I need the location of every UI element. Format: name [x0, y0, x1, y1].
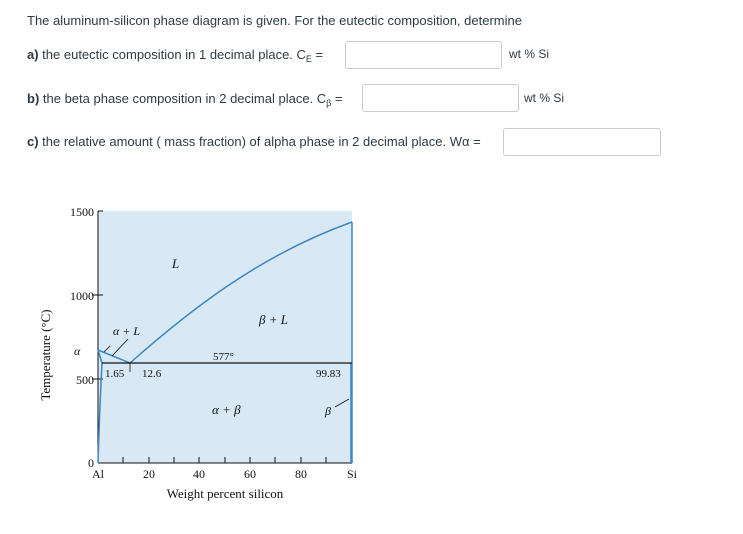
label-alpha-comp: 1.65 [105, 368, 125, 380]
label-beta: β [325, 404, 331, 418]
x-axis-title: Weight percent silicon [166, 486, 284, 501]
question-a-prefix: a) [27, 47, 39, 62]
x-tick-label-al: Al [92, 467, 104, 481]
question-a-unit: wt % Si [509, 47, 550, 61]
question-c-text: the relative amount ( mass fraction) of alpha phase in 2 decimal place. Wα = [38, 134, 481, 149]
label-eutectic-comp: 12.6 [142, 368, 162, 380]
label-beta-comp: 99.83 [316, 368, 341, 380]
x-tick-label-40: 40 [193, 467, 205, 481]
question-b-equals: = [331, 91, 343, 106]
label-eutectic-temp: 577° [213, 351, 234, 363]
label-alpha: α [74, 344, 81, 358]
question-a-subscript: E [305, 54, 312, 64]
question-b-prefix: b) [27, 91, 40, 106]
label-beta-l: β + L [259, 312, 288, 327]
x-tick-label-80: 80 [295, 467, 307, 481]
label-alpha-l: α + L [113, 324, 141, 338]
y-tick-label-0: 0 [88, 456, 94, 470]
y-tick-label-1000: 1000 [70, 289, 94, 303]
intro-text: The aluminum-silicon phase diagram is given. For the eutectic composition, determine [27, 13, 522, 28]
question-b-text: the beta phase composition in 2 decimal place. C [39, 91, 327, 106]
question-a-equals: = [311, 47, 324, 62]
question-a-text: the eutectic composition in 1 decimal place. C [38, 47, 306, 62]
label-alpha-beta: α + β [212, 402, 241, 417]
y-axis-title: Temperature (°C) [38, 309, 53, 401]
question-b-unit: wt % Si [524, 91, 565, 105]
x-tick-label-si: Si [346, 467, 358, 481]
question-b-subscript: β [326, 98, 332, 108]
question-c-prefix: c) [27, 134, 39, 149]
y-tick-label-500: 500 [76, 373, 94, 387]
x-tick-label-20: 20 [143, 467, 155, 481]
x-tick-label-60: 60 [244, 467, 256, 481]
label-liquid: L [172, 256, 180, 271]
y-tick-label-1500: 1500 [70, 205, 94, 219]
